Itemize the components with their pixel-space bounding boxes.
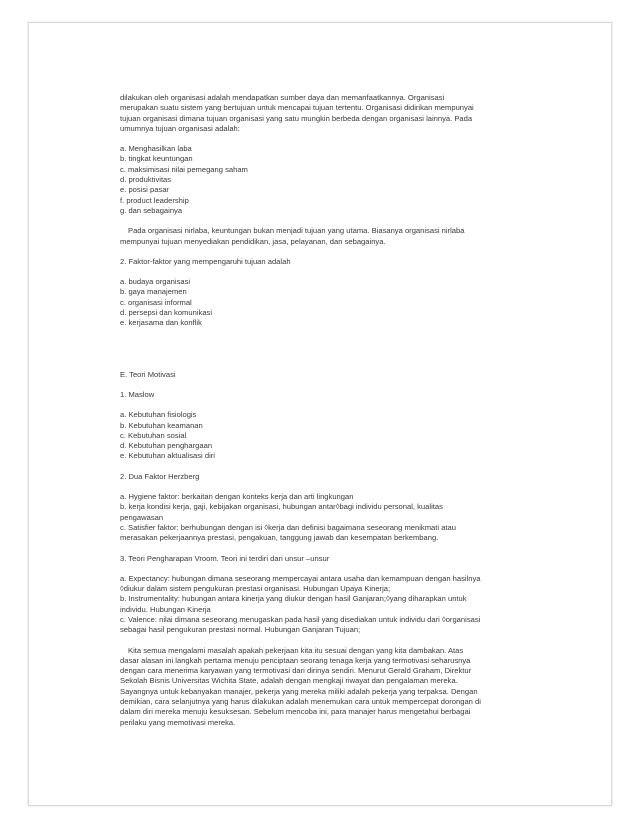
vroom-heading: 3. Teori Pengharapan Vroom. Teori ini terdiri dari unsur –unsur: [120, 553, 330, 563]
nonprofit-paragraph: [120, 226, 578, 247]
text-line: a. Expectancy: hubungan dimana seseorang mempercayai antara usaha dan kemampuan dengan hasilnya: [120, 573, 481, 583]
text-line: merasakan pekerjaannya prestasi, pengakuan, tanggung jawab dan kesempatan berkembang.: [120, 533, 439, 543]
section-heading: E. Teori Motivasi: [120, 369, 176, 379]
text-line: Sayangnya untuk kebanyakan manajer, pekerja yang mereka miliki adalah pekerja yang terpaksa. Dengan: [120, 686, 478, 696]
list-item: a. Kebutuhan fisiologis: [120, 410, 197, 420]
factors-heading: 2. Faktor-faktor yang mempengaruhi tujuan adalah: [120, 256, 291, 266]
text-line: pengawasan: [120, 512, 164, 522]
text-line: dilakukan oleh organisasi adalah mendapatkan sumber daya dan memanfaatkannya. Organisasi: [120, 93, 445, 102]
maslow-list: [120, 410, 578, 461]
text-line: b. kerja kondisi kerja, gaji, kebijakan organisasi, hubungan antar◊bagi individu personal, kualitas: [120, 502, 443, 512]
list-item: e. Kebutuhan aktualisasi diri: [120, 451, 215, 461]
text-line: sebagai hasil pengukuran prestasi normal. Hubungan Ganjaran Tujuan;: [120, 625, 361, 635]
text-line: dasar alasan ini langkah pertama menuju penciptaan seorang tenaga kerja yang termotivasi seharusnya: [120, 655, 471, 665]
list-item: b. tingkat keuntungan: [120, 154, 193, 164]
text-line: b. Instrumentality: hubungan antara kinerja yang diukur dengan hasil Ganjaran;◊yang diharapkan untuk: [120, 594, 467, 604]
list-item: d. produktivitas: [120, 175, 172, 185]
text-line: dalam diri mereka menuju kesuksesan. Sebelum mencoba ini, para manajer harus mengetahui berbagai: [120, 707, 471, 717]
list-item: f. product leadership: [120, 195, 189, 205]
list-item: d. Kebutuhan penghargaan: [120, 441, 213, 451]
list-item: a. budaya organisasi: [120, 277, 191, 287]
closing-paragraph: [120, 646, 578, 728]
vroom-list: [120, 574, 578, 636]
list-item: c. Kebutuhan sosial: [120, 430, 187, 440]
list-item: e. posisi pasar: [120, 185, 169, 195]
maslow-heading: 1. Maslow: [120, 389, 155, 399]
text-line: tujuan organisasi dimana tujuan organisasi yang satu mungkin berbeda dengan organisasi lainnya. Pada: [120, 113, 473, 123]
document-content: [120, 93, 578, 728]
herzberg-list: [120, 492, 578, 543]
list-item: g. dan sebagainya: [120, 205, 183, 215]
text-line: a. Hygiene faktor: berkaitan dengan konteks kerja dan arti lingkungan: [120, 492, 354, 502]
list-item: c. maksimisasi nilai pemegang saham: [120, 164, 248, 174]
list-item: b. gaya manajemen: [120, 287, 187, 297]
text-line: c. Satisfier faktor: berhubungan dengan isi ◊kerja dan definisi bagaimana seseorang menikmati atau: [120, 522, 456, 532]
text-line: c. Valence: nilai dimana seseorang menugaskan pada hasil yang disediakan untuk individu dari ◊organisasi: [120, 614, 481, 624]
herzberg-heading: 2. Dua Faktor Herzberg: [120, 471, 200, 481]
list-item: a. Menghasilkan laba: [120, 144, 192, 154]
text-line: Kita semua mengalami masalah apakah pekerjaan kita itu sesuai dengan yang kita dambakan. Atas: [128, 645, 464, 655]
text-line: mempunyai tujuan menyediakan pendidikan, jasa, pelayanan, dan sebagainya.: [120, 236, 386, 246]
text-line: demikian, cara selanjutnya yang harus dilakukan adalah menemukan cara untuk mempercepat dorongan di: [120, 697, 481, 707]
text-line: Pada organisasi nirlaba, keuntungan bukan menjadi tujuan yang utama. Biasanya organisasi nirlaba: [128, 226, 465, 236]
factors-list: [120, 277, 578, 328]
text-line: ◊diukur dalam sistem pengukuran prestasi organisasi. Hubungan Upaya Kinerja;: [120, 584, 391, 594]
intro-paragraph: [120, 93, 578, 134]
list-item: e. kerjasama dan konflik: [120, 318, 202, 328]
text-line: umumnya tujuan organisasi adalah:: [120, 123, 240, 133]
list-item: b. Kebutuhan keamanan: [120, 420, 203, 430]
text-line: individu. Hubungan Kinerja: [120, 604, 211, 614]
text-line: dengan cara menerima karyawan yang termotivasi dari dirinya sendiri. Menurut Gerald Graham, Direktur: [120, 666, 472, 676]
list-item: d. persepsi dan komunikasi: [120, 308, 213, 318]
text-line: perilaku yang memotivasi mereka.: [120, 717, 236, 727]
text-line: Sekolah Bisnis Universitas Wichita State, adalah dengan mengkaji riwayat dan pengalaman mereka.: [120, 676, 458, 686]
list-item: c. organisasi informal: [120, 297, 192, 307]
goals-list: [120, 144, 578, 216]
text-line: merupakan suatu sistem yang bertujuan untuk mencapai tujuan tertentu. Organisasi didirikan mempunyai: [120, 103, 474, 113]
document-page: [28, 22, 612, 806]
